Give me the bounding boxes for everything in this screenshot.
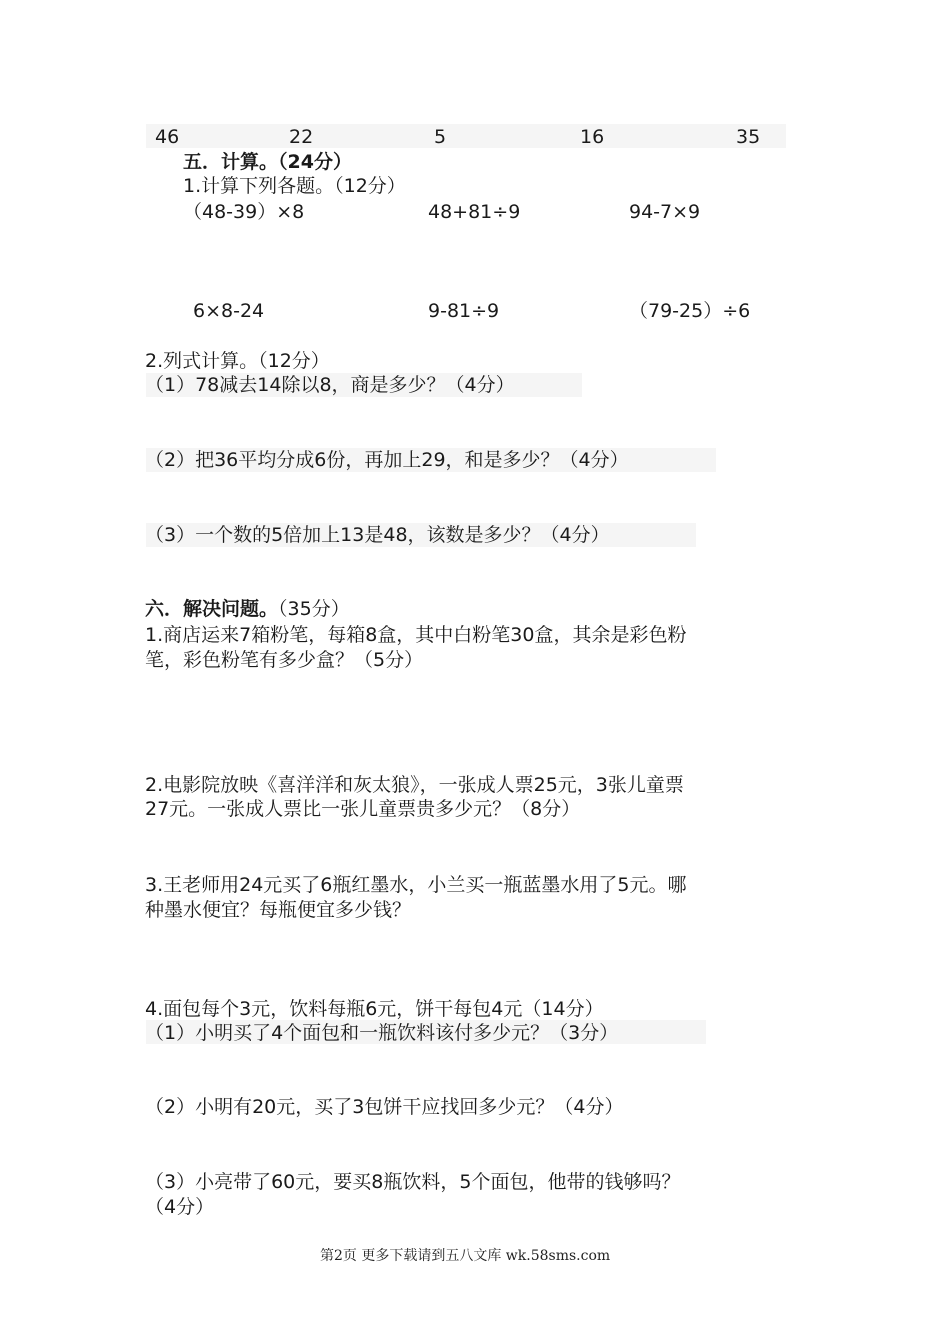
problem-text: 种墨水便宜？每瓶便宜多少钱？ [145,899,412,921]
page-footer: 第2页 更多下载请到五八文库 wk.58sms.com [320,1248,611,1264]
number-cell: 16 [580,126,605,148]
question-title: 2.列式计算。（12分） [145,350,330,372]
number-cell: 22 [289,126,314,148]
section-score: （35分） [278,598,350,620]
problem-text: 27元。一张成人票比一张儿童票贵多少元？（8分） [145,798,581,820]
question-item: （1）小明买了4个面包和一瓶饮料该付多少元？（3分） [145,1022,619,1044]
shade-band [146,124,786,148]
section-title-bold: 六．解决问题。 [145,598,279,620]
problem-text: 1.商店运来7箱粉笔，每箱8盒，其中白粉笔30盒，其余是彩色粉 [145,624,687,646]
question-item: （2）小明有20元，买了3包饼干应找回多少元？（4分） [145,1096,624,1118]
section-title: 五．计算。（24分） [183,151,352,173]
question-item: （4分） [145,1196,215,1218]
question-item: （3）小亮带了60元，要买8瓶饮料，5个面包，他带的钱够吗？ [145,1171,681,1193]
expression: 6×8-24 [193,300,265,322]
expression: 94-7×9 [629,201,701,223]
number-cell: 35 [736,126,761,148]
number-cell: 46 [155,126,180,148]
problem-text: 2.电影院放映《喜洋洋和灰太狼》，一张成人票25元，3张儿童票 [145,774,684,796]
section-title [145,597,350,621]
problem-text: 4.面包每个3元，饮料每瓶6元，饼干每包4元（14分） [145,998,604,1020]
question-title: 1.计算下列各题。（12分） [183,175,406,197]
question-item: （1）78减去14除以8，商是多少？（4分） [145,374,515,396]
expression: （48-39）×8 [183,201,305,223]
question-item: （2）把36平均分成6份，再加上29，和是多少？（4分） [145,449,629,471]
expression: （79-25）÷6 [629,300,751,322]
problem-text: 笔，彩色粉笔有多少盒？（5分） [145,649,424,671]
number-cell: 5 [434,126,447,148]
question-item: （3）一个数的5倍加上13是48，该数是多少？（4分） [145,524,610,546]
problem-text: 3.王老师用24元买了6瓶红墨水，小兰买一瓶蓝墨水用了5元。哪 [145,874,687,896]
expression: 48+81÷9 [428,201,521,223]
expression: 9-81÷9 [428,300,500,322]
